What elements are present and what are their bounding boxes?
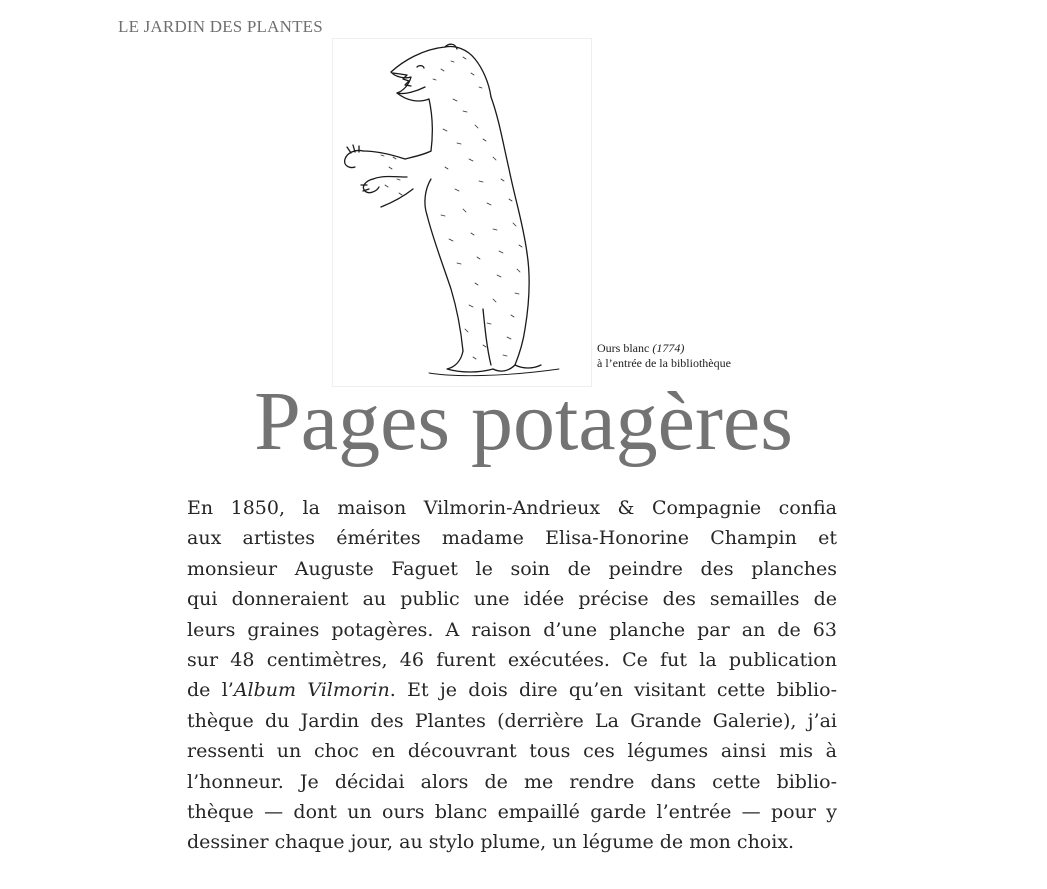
polar-bear-illustration — [332, 38, 592, 387]
illustration-caption — [597, 341, 731, 371]
running-head: LE JARDIN DES PLANTES — [118, 17, 323, 36]
body-line-7-suffix: . Et je dois dire qu’en visitant cette biblio- — [389, 679, 837, 702]
body-line-12: dessiner chaque jour, au stylo plume, un légume de mon choix. — [187, 831, 795, 854]
body-line-3: monsieur Auguste Faguet le soin de peindre des planches — [187, 557, 837, 580]
body-line-9: ressenti un choc en découvrant tous ces légumes ainsi mis à — [187, 740, 837, 763]
caption-location: à l’entrée de la bibliothèque — [597, 356, 731, 370]
caption-year: (1774) — [652, 341, 685, 355]
caption-name: Ours blanc — [597, 341, 650, 355]
body-line-1: En 1850, la maison Vilmorin-Andrieux & Compagnie confia — [187, 497, 837, 519]
body-line-2: aux artistes émérites madame Elisa-Honorine Champin et — [187, 527, 837, 550]
body-line-10: l’honneur. Je décidai alors de me rendre dans cette biblio- — [187, 770, 837, 793]
body-line-4: qui donneraient au public une idée précise des semailles de — [187, 588, 837, 611]
body-line-11: thèque — dont un ours blanc empaillé garde l’entrée — pour y — [187, 801, 837, 824]
polar-bear-drawing-icon — [333, 39, 591, 386]
body-line-7-prefix: de l’ — [187, 679, 234, 702]
page-title: Pages potagères — [254, 375, 793, 468]
body-line-7 — [187, 675, 837, 705]
caption-line-1 — [597, 341, 731, 356]
body-line-6: sur 48 centimètres, 46 furent exécutées. Ce fut la publication — [187, 649, 837, 672]
article-body — [187, 493, 837, 858]
body-line-5: leurs graines potagères. A raison d’une planche par an de 63 — [187, 618, 837, 641]
body-line-8: thèque du Jardin des Plantes (derrière La Grande Galerie), j’ai — [187, 709, 837, 732]
album-title: Album Vilmorin — [233, 679, 390, 702]
